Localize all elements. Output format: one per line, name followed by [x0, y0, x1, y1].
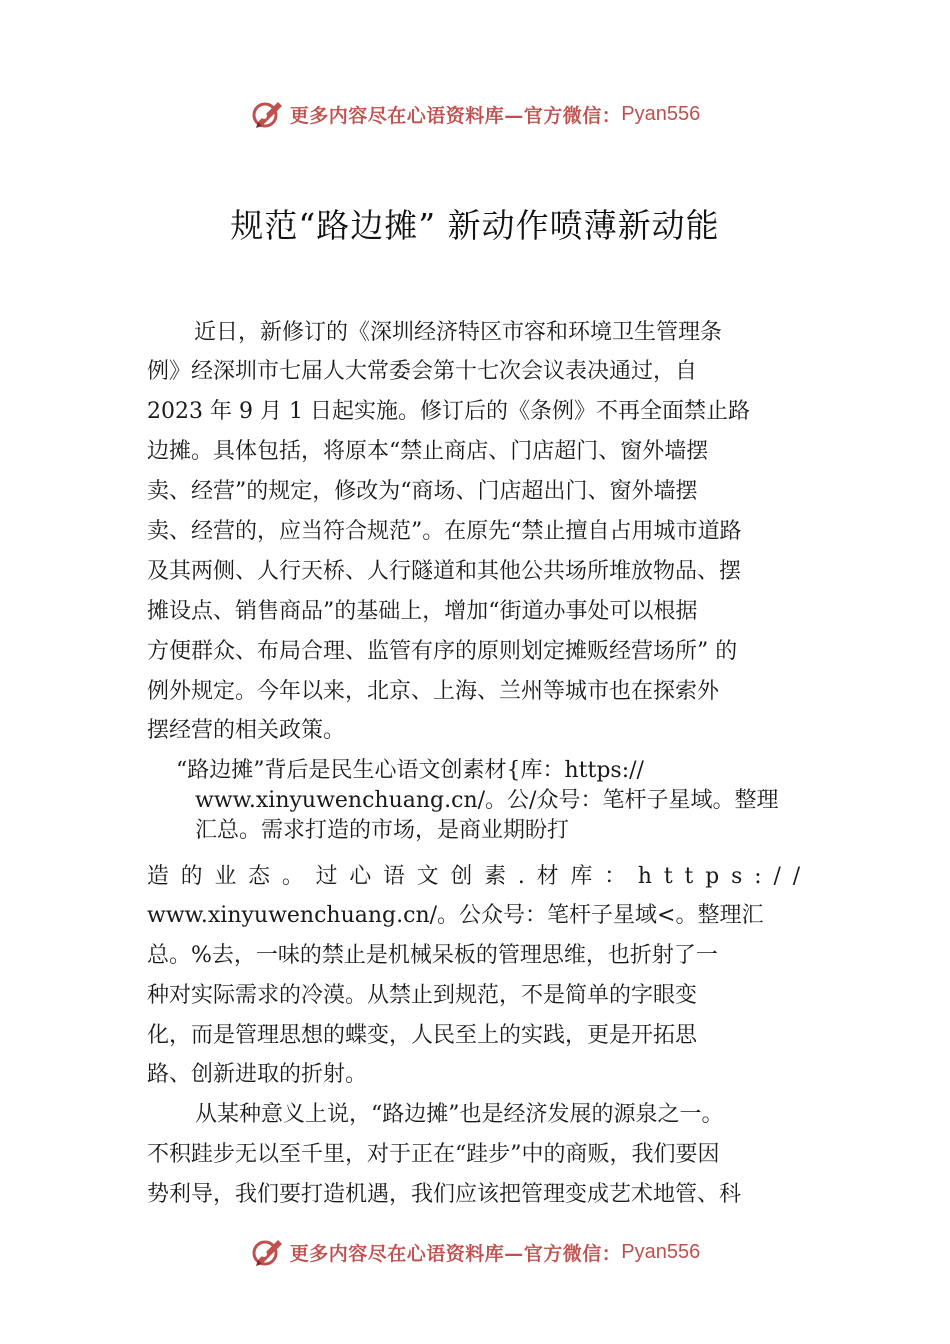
header-banner-text: 更多内容尽在心语资料库—官方微信： [289, 104, 622, 127]
paragraph-2-line-2: www.xinyuwenchuang.cn/。公/众号：笔杆子星域。整理 [195, 788, 779, 813]
paragraph-3-line-3: 势利导，我们要打造机遇，我们应该把管理变成艺术地管、科 [147, 1182, 742, 1207]
header-wechat-id: Pyan556 [621, 102, 701, 125]
footer-banner-text: 更多内容尽在心语资料库—官方微信： [289, 1242, 622, 1265]
paragraph-1-line-10: 例外规定。今年以来，北京、上海、兰州等城市也在探索外 [147, 679, 720, 704]
paragraph-1-line-5: 卖、经营”的规定，修改为“商场、门店超出门、窗外墙摆 [147, 479, 698, 504]
paragraph-1-line-11: 摆经营的相关政策。 [147, 718, 346, 743]
line-text: 近日，新修订的《深圳经济特区市容和环境卫生管理条 [194, 320, 723, 345]
paragraph-2-line-6: 总。%去，一味的禁止是机械呆板的管理思维，也折射了一 [147, 943, 718, 968]
paragraph-2-line-3: 汇总。需求打造的市场，是商业期盼打 [195, 818, 570, 843]
paragraph-1-line-2 [147, 357, 802, 387]
paragraph-2-line-7: 种对实际需求的冷漠。从禁止到规范，不是简单的字眼变 [147, 983, 698, 1008]
paragraph-1-line-3: 2023 年 9 月 1 日起实施。修订后的《条例》不再全面禁止路 [147, 399, 750, 424]
footer-wechat-id: Pyan556 [621, 1240, 701, 1263]
paragraph-1-line-7: 及其两侧、人行天桥、人行隧道和其他公共场所堆放物品、摆 [147, 559, 742, 584]
paragraph-1-line-9: 方便群众、布局合理、监管有序的原则划定摊贩经营场所” 的 [147, 639, 738, 664]
paragraph-3-line-1: 从某种意义上说，“路边摊”也是经济发展的源泉之一。 [195, 1102, 724, 1127]
paragraph-2-line-5: www.xinyuwenchuang.cn/。公众号：笔杆子星域<。整理汇 [147, 903, 764, 928]
paragraph-3-line-2: 不积跬步无以至千里，对于正在“跬步”中的商贩，我们要因 [147, 1142, 720, 1167]
paragraph-2-line-4: 造的业态。过心语文创素.材库：https:// [147, 864, 812, 889]
page-title: 规范“路边摊” 新动作喷薄新动能 [230, 206, 720, 245]
paragraph-2-line-9: 路、创新进取的折射。 [147, 1062, 368, 1087]
line-text: 例》经深圳市七届人大常委会第十七次会议表决通过，自 [147, 359, 698, 384]
header-banner [0, 94, 950, 134]
paragraph-2-line-8: 化，而是管理思想的蝶变，人民至上的实践，更是开拓思 [147, 1023, 698, 1048]
footer-banner [0, 1232, 950, 1272]
paragraph-1-line-4: 边摊。具体包括，将原本“禁止商店、门店超门、窗外墙摆 [147, 439, 709, 464]
paragraph-1-line-1 [194, 318, 802, 348]
paragraph-1-line-8: 摊设点、销售商品”的基础上，增加“街道办事处可以根据 [147, 599, 698, 624]
paragraph-2-line-1: “路边摊”背后是民生心语文创素材{库：https:// [176, 758, 644, 783]
pen-logo-icon [250, 96, 286, 132]
pen-logo-icon [250, 1234, 286, 1270]
paragraph-1-line-6: 卖、经营的，应当符合规范”。在原先“禁止擅自占用城市道路 [147, 519, 742, 544]
